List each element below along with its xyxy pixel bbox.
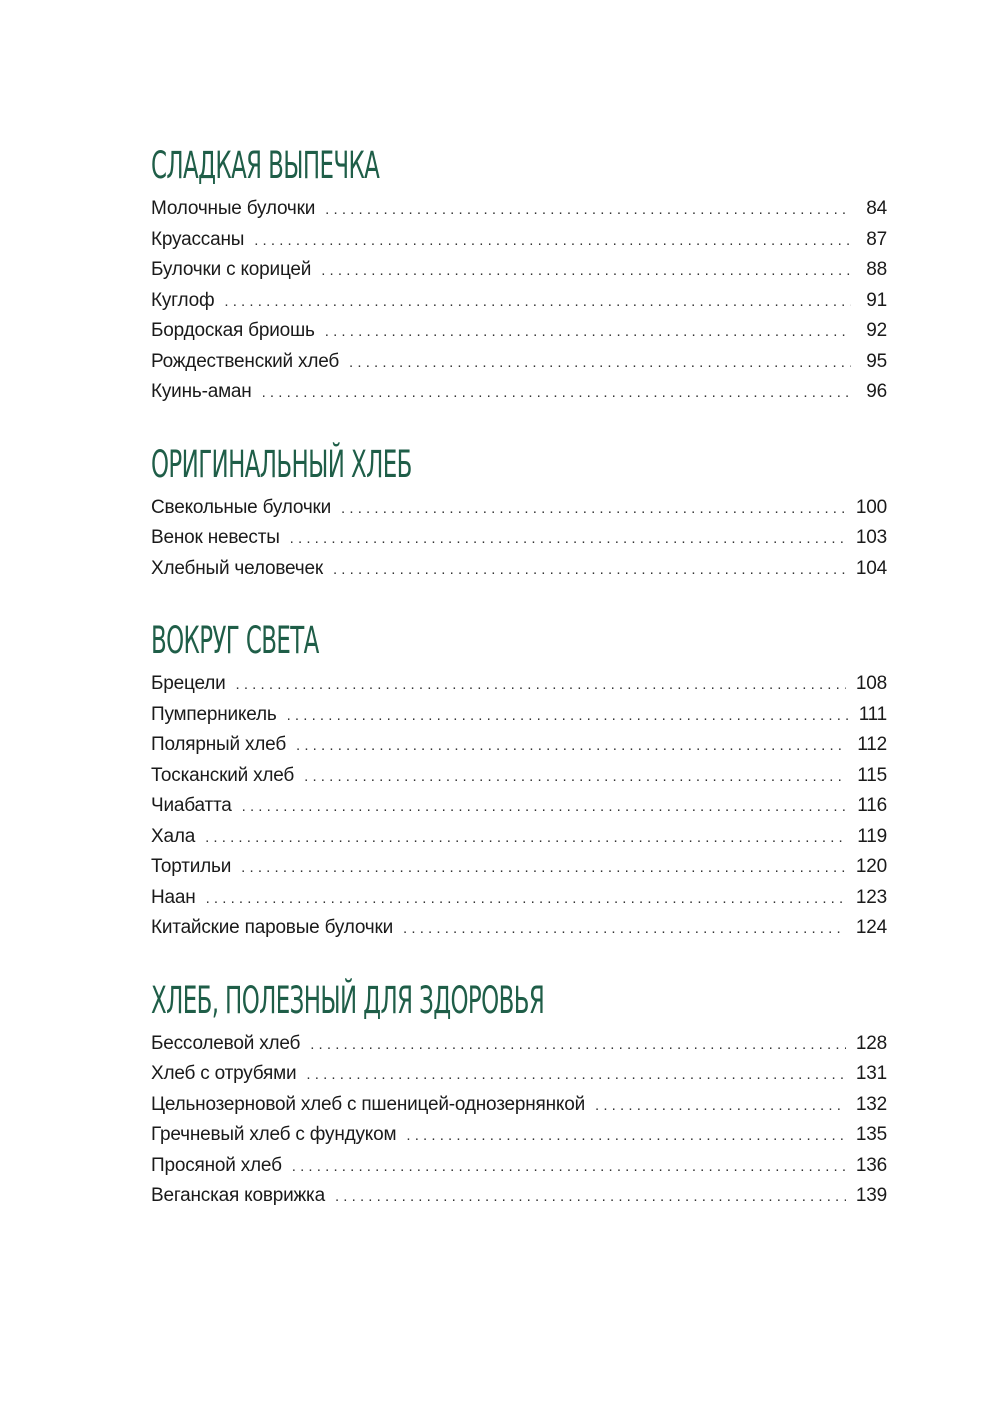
table-of-contents [151, 138, 887, 1241]
page-number: 123 [855, 886, 887, 908]
dot-leader [333, 555, 846, 586]
entry-title: Тосканский хлеб [151, 764, 295, 786]
toc-entry[interactable] [151, 700, 887, 731]
entry-title: Просяной хлеб [151, 1154, 282, 1176]
section-title: ОРИГИНАЛЬНЫЙ ХЛЕБ [151, 442, 412, 486]
dot-leader [290, 524, 846, 555]
dot-leader [325, 195, 851, 226]
toc-entry[interactable] [151, 883, 887, 914]
entry-list [151, 669, 887, 944]
dot-leader [335, 1182, 846, 1213]
entry-title: Бордоская бриошь [151, 320, 315, 341]
toc-entry[interactable] [151, 913, 887, 944]
page-number: 135 [855, 1124, 887, 1145]
toc-entry[interactable] [151, 761, 887, 792]
entry-title: Тортильи [151, 856, 232, 877]
entry-title: Гречневый хлеб с фундуком [151, 1124, 397, 1145]
toc-entry[interactable] [151, 286, 887, 317]
toc-entry[interactable] [151, 852, 887, 883]
dot-leader [236, 670, 846, 701]
toc-entry[interactable] [151, 225, 887, 256]
dot-leader [306, 1060, 845, 1091]
entry-list [151, 493, 887, 585]
entry-title: Куглоф [151, 289, 215, 311]
dot-leader [242, 792, 848, 823]
page-number: 124 [855, 917, 887, 938]
toc-section-healthy-bread [151, 973, 887, 1212]
dot-leader [403, 914, 846, 945]
dot-leader [310, 1030, 846, 1061]
dot-leader [321, 256, 851, 287]
page-number: 116 [857, 795, 887, 816]
page-number: 112 [857, 734, 887, 755]
toc-entry[interactable] [151, 1029, 887, 1060]
dot-leader [296, 731, 847, 762]
toc-entry[interactable] [151, 316, 887, 347]
page-number: 131 [855, 1063, 887, 1084]
toc-entry[interactable] [151, 493, 887, 524]
entry-title: Веганская коврижка [151, 1185, 325, 1206]
dot-leader [254, 226, 851, 257]
dot-leader [224, 287, 851, 318]
dot-leader [205, 823, 847, 854]
entry-title: Бессолевой хлеб [151, 1032, 301, 1054]
entry-title: Круассаны [151, 228, 245, 250]
entry-title: Китайские паровые булочки [151, 917, 394, 938]
toc-entry[interactable] [151, 255, 887, 286]
dot-leader [406, 1121, 846, 1152]
toc-entry[interactable] [151, 730, 887, 761]
dot-leader [287, 701, 849, 732]
page-number: 95 [866, 350, 887, 372]
section-title: ВОКРУГ СВЕТА [151, 619, 319, 662]
dot-leader [292, 1152, 846, 1183]
toc-entry[interactable] [151, 377, 887, 408]
dot-leader [262, 378, 851, 409]
toc-entry[interactable] [151, 194, 887, 225]
page-number: 119 [857, 825, 887, 847]
page-number: 103 [855, 527, 887, 548]
section-title: ХЛЕБ, ПОЛЕЗНЫЙ ДЛЯ ЗДОРОВЬЯ [151, 978, 545, 1022]
toc-section-original-bread [151, 437, 887, 585]
dot-leader [304, 762, 847, 793]
page-number: 111 [858, 703, 887, 725]
entry-list [151, 194, 887, 408]
entry-title: Свекольные булочки [151, 496, 332, 518]
toc-entry[interactable] [151, 554, 887, 585]
toc-entry[interactable] [151, 523, 887, 554]
toc-entry[interactable] [151, 1181, 887, 1212]
page-number: 96 [866, 381, 887, 402]
page-number: 100 [855, 496, 887, 518]
toc-entry[interactable] [151, 1059, 887, 1090]
entry-title: Наан [151, 886, 196, 908]
toc-entry[interactable] [151, 347, 887, 378]
toc-section-sweet-pastry [151, 138, 887, 408]
dot-leader [325, 317, 851, 348]
entry-title: Венок невесты [151, 527, 280, 548]
page-number: 84 [866, 198, 887, 219]
page-number: 115 [857, 764, 887, 786]
dot-leader [341, 494, 846, 525]
page-number: 139 [855, 1185, 887, 1206]
dot-leader [241, 853, 846, 884]
dot-leader [349, 348, 851, 379]
dot-leader [206, 884, 846, 915]
entry-title: Полярный хлеб [151, 734, 287, 755]
entry-title: Булочки с корицей [151, 259, 312, 280]
page-number: 136 [855, 1154, 887, 1176]
page-number: 92 [866, 320, 887, 341]
entry-title: Хлебный человечек [151, 557, 323, 579]
entry-title: Пумперникель [151, 703, 277, 725]
page-number: 120 [855, 856, 887, 877]
entry-title: Брецели [151, 673, 226, 694]
entry-title: Куинь-аман [151, 381, 252, 402]
toc-entry[interactable] [151, 791, 887, 822]
page-number: 87 [866, 228, 887, 250]
entry-title: Хала [151, 825, 196, 847]
toc-entry[interactable] [151, 1151, 887, 1182]
entry-title: Цельнозерновой хлеб с пшеницей-однозернянкой [151, 1093, 586, 1115]
section-title: СЛАДКАЯ ВЫПЕЧКА [151, 144, 380, 187]
page-number: 91 [866, 289, 887, 311]
toc-entry[interactable] [151, 669, 887, 700]
toc-entry[interactable] [151, 1090, 887, 1121]
toc-section-around-the-world [151, 613, 887, 944]
page-number: 104 [855, 557, 887, 579]
entry-title: Молочные булочки [151, 198, 316, 219]
page-number: 108 [855, 673, 887, 694]
page-number: 132 [855, 1093, 887, 1115]
page-number: 88 [866, 259, 887, 280]
entry-title: Рождественский хлеб [151, 350, 340, 372]
entry-title: Хлеб с отрубями [151, 1063, 297, 1084]
toc-entry[interactable] [151, 822, 887, 853]
entry-title: Чиабатта [151, 795, 232, 816]
dot-leader [595, 1091, 846, 1122]
toc-entry[interactable] [151, 1120, 887, 1151]
entry-list [151, 1029, 887, 1212]
page-number: 128 [855, 1032, 887, 1054]
